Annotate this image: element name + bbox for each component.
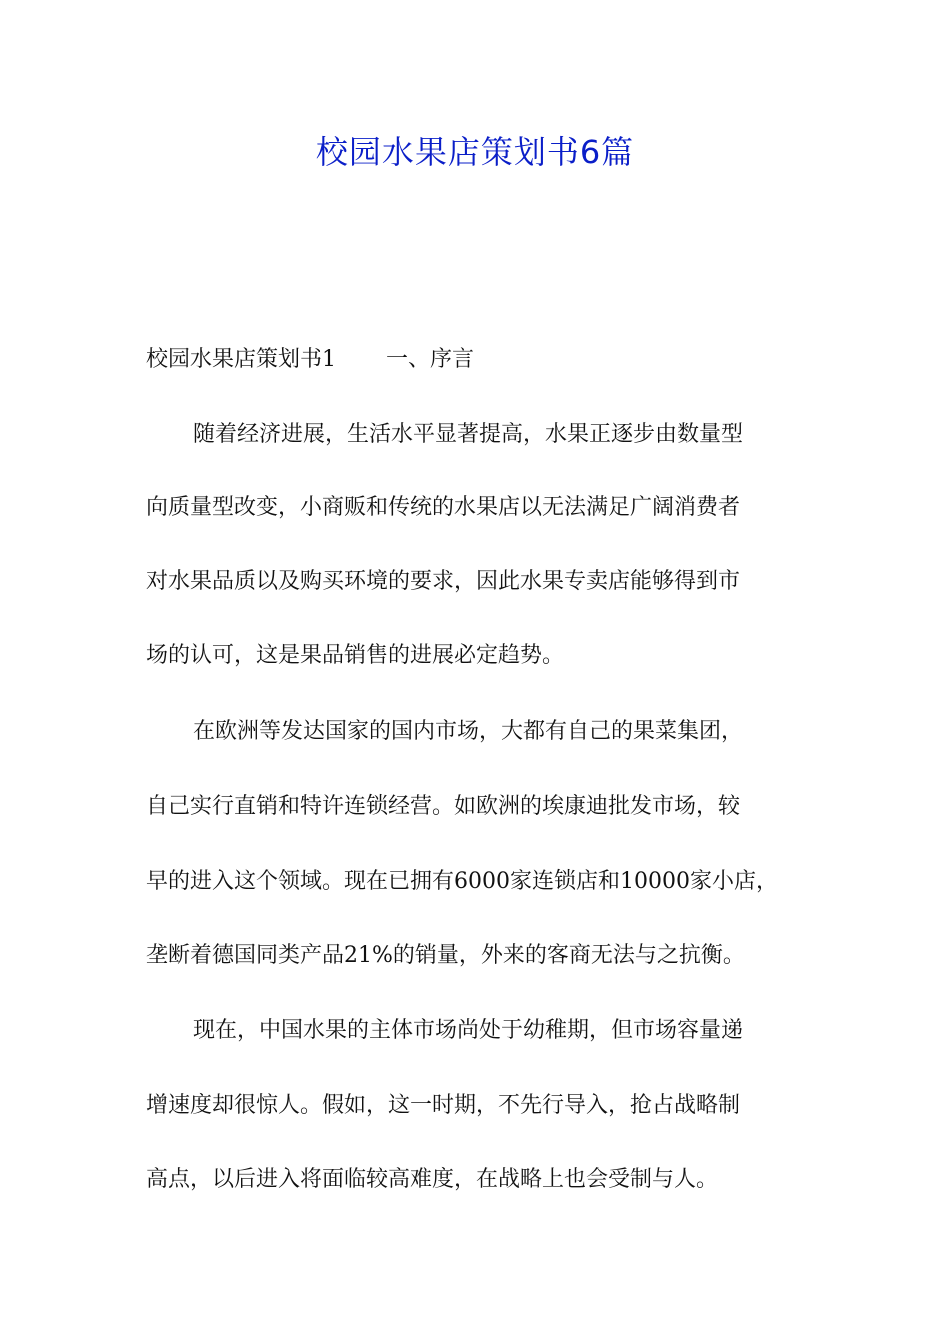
section-heading xyxy=(146,343,474,377)
paragraph-3-line-2: 增速度却很惊人。假如，这一时期，不先行导入，抢占战略制 xyxy=(146,1093,741,1118)
section-heading-preface: 一、序言 xyxy=(386,347,475,372)
paragraph-3-line-1: 现在，中国水果的主体市场尚处于幼稚期，但市场容量递 xyxy=(193,1018,744,1043)
paragraph-2-line-3: 早的进入这个领域。现在已拥有6000家连锁店和10000家小店， xyxy=(146,869,778,894)
paragraph-2-line-1: 在欧洲等发达国家的国内市场，大都有自己的果菜集团， xyxy=(193,719,744,744)
section-heading-doc-label: 校园水果店策划书1 xyxy=(146,347,336,372)
paragraph-3-line-3: 高点，以后进入将面临较高难度，在战略上也会受制与人。 xyxy=(146,1167,719,1192)
paragraph-2-line-4: 垄断着德国同类产品21%的销量，外来的客商无法与之抗衡。 xyxy=(146,943,745,968)
paragraph-2-line-2: 自己实行直销和特许连锁经营。如欧洲的埃康迪批发市场，较 xyxy=(146,794,741,819)
paragraph-1-line-2: 向质量型改变，小商贩和传统的水果店以无法满足广阔消费者 xyxy=(146,495,741,520)
paragraph-1-line-4: 场的认可，这是果品销售的进展必定趋势。 xyxy=(146,643,565,668)
paragraph-1-line-1: 随着经济进展，生活水平显著提高，水果正逐步由数量型 xyxy=(193,422,744,447)
document-title: 校园水果店策划书6篇 xyxy=(315,133,635,171)
paragraph-1-line-3: 对水果品质以及购买环境的要求，因此水果专卖店能够得到市 xyxy=(146,569,741,594)
